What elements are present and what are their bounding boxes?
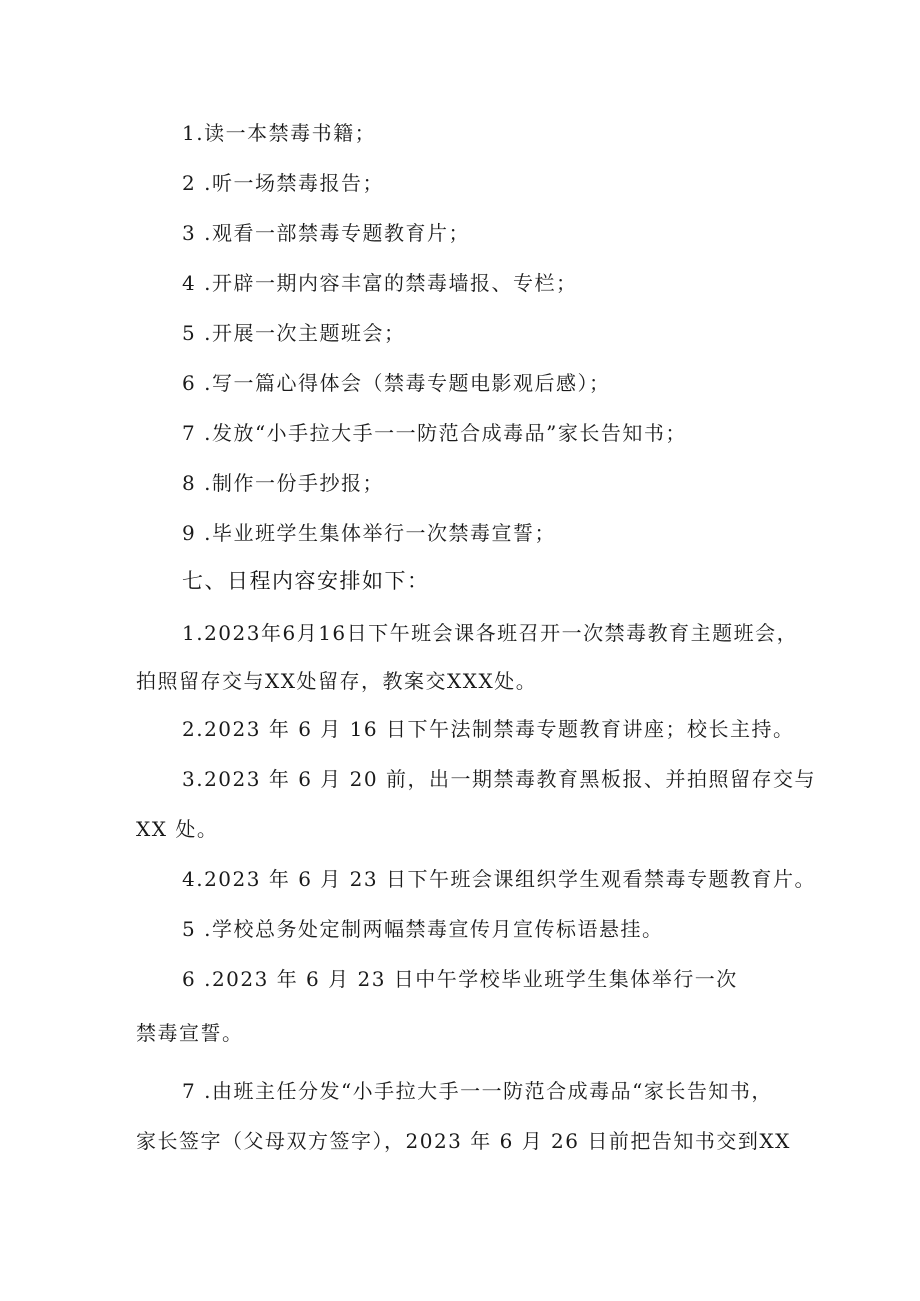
schedule-item-4: 4.2023 年 6 月 23 日下午班会课组织学生观看禁毒专题教育片。 bbox=[182, 867, 816, 891]
activity-item-5: 5 .开展一次主题班会； bbox=[182, 321, 406, 345]
schedule-item-1-line-1: 1.2023年6月16日下午班会课各班召开一次禁毒教育主题班会， bbox=[182, 621, 799, 645]
activity-item-9: 9 .毕业班学生集体举行一次禁毒宣誓； bbox=[182, 521, 556, 545]
activity-item-7: 7 .发放“小手拉大手一一防范合成毒品”家长告知书； bbox=[182, 421, 687, 445]
schedule-item-3-line-2: XX 处。 bbox=[136, 817, 219, 841]
activity-item-2: 2 .听一场禁毒报告； bbox=[182, 171, 384, 195]
activity-item-8: 8 .制作一份手抄报； bbox=[182, 471, 384, 495]
schedule-item-7-line-1: 7 .由班主任分发“小手拉大手一一防范合成毒品“家长告知书， bbox=[182, 1079, 773, 1103]
schedule-item-1-line-2: 拍照留存交与XX处留存，教案交XXX处。 bbox=[136, 669, 538, 693]
activity-item-6: 6 .写一篇心得体会（禁毒专题电影观后感）； bbox=[182, 371, 611, 395]
schedule-item-5: 5 .学校总务处定制两幅禁毒宣传月宣传标语悬挂。 bbox=[182, 917, 664, 941]
activity-item-3: 3 .观看一部禁毒专题教育片； bbox=[182, 221, 470, 245]
section-heading: 七、日程内容安排如下： bbox=[182, 569, 430, 593]
activity-item-1: 1.读一本禁毒书籍； bbox=[182, 121, 377, 145]
schedule-item-3-line-1: 3.2023 年 6 月 20 前，出一期禁毒教育黑板报、并拍照留存交与 bbox=[182, 767, 816, 791]
schedule-item-6-line-2: 禁毒宣誓。 bbox=[136, 1021, 244, 1045]
schedule-item-2: 2.2023 年 6 月 16 日下午法制禁毒专题教育讲座；校长主持。 bbox=[182, 717, 795, 741]
schedule-item-6-line-1: 6 .2023 年 6 月 23 日中午学校毕业班学生集体举行一次 bbox=[182, 967, 738, 991]
activity-item-4: 4 .开辟一期内容丰富的禁毒墙报、专栏； bbox=[182, 271, 578, 295]
schedule-item-7-line-2: 家长签字（父母双方签字），2023 年 6 月 26 日前把告知书交到XX bbox=[136, 1129, 791, 1153]
